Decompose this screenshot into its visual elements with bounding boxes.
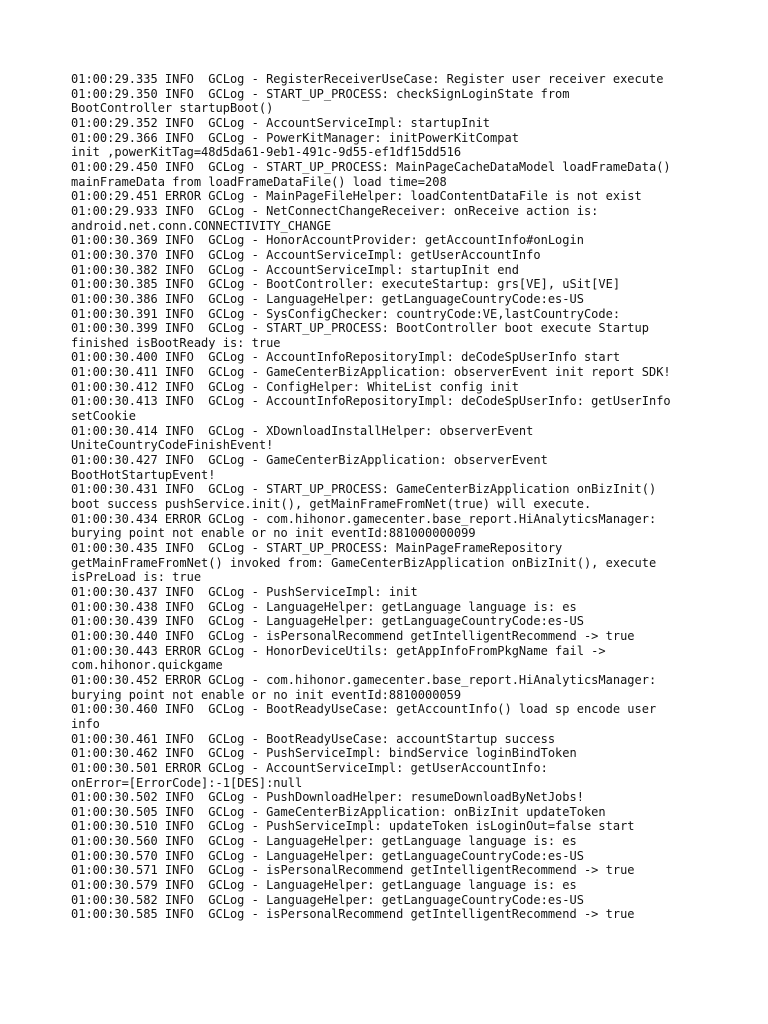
log-line: 01:00:30.560 INFO GCLog - LanguageHelper: getLanguage language is: es [71, 834, 577, 849]
log-line: 01:00:29.933 INFO GCLog - NetConnectChangeReceiver: onReceive action is: [71, 203, 599, 218]
log-line: 01:00:30.443 ERROR GCLog - HonorDeviceUtils: getAppInfoFromPkgName fail -> [71, 643, 606, 658]
log-line: 01:00:29.451 ERROR GCLog - MainPageFileHelper: loadContentDataFile is not exist [71, 189, 642, 204]
log-line: 01:00:29.352 INFO GCLog - AccountServiceImpl: startupInit [71, 115, 491, 130]
log-line: 01:00:30.570 INFO GCLog - LanguageHelper: getLanguageCountryCode:es-US [71, 848, 584, 863]
log-line: 01:00:30.399 INFO GCLog - START_UP_PROCESS: BootController boot execute Startup [71, 321, 649, 336]
log-line: 01:00:30.585 INFO GCLog - isPersonalRecommend getIntelligentRecommend -> true [71, 907, 635, 922]
log-line: 01:00:30.461 INFO GCLog - BootReadyUseCase: accountStartup success [71, 731, 556, 746]
log-line: 01:00:30.414 INFO GCLog - XDownloadInstallHelper: observerEvent [71, 423, 534, 438]
log-line: mainFrameData from loadFrameDataFile() load time=208 [71, 174, 447, 189]
log-line: BootHotStartupEvent! [71, 467, 216, 482]
log-line: 01:00:30.386 INFO GCLog - LanguageHelper: getLanguageCountryCode:es-US [71, 291, 584, 306]
log-line: init ,powerKitTag=48d5da61-9eb1-491c-9d55-ef1df15dd516 [71, 145, 462, 160]
log-line: UniteCountryCodeFinishEvent! [71, 438, 274, 453]
log-line: 01:00:30.440 INFO GCLog - isPersonalRecommend getIntelligentRecommend -> true [71, 628, 635, 643]
log-line: 01:00:30.391 INFO GCLog - SysConfigChecker: countryCode:VE,lastCountryCode: [71, 306, 621, 321]
log-line: 01:00:29.366 INFO GCLog - PowerKitManager: initPowerKitCompat [71, 130, 519, 145]
log-line: info [71, 716, 100, 731]
log-line: 01:00:30.437 INFO GCLog - PushServiceImpl: init [71, 584, 418, 599]
log-line: onError=[ErrorCode]:-1[DES]:null [71, 775, 303, 790]
log-line: 01:00:30.462 INFO GCLog - PushServiceImpl: bindService loginBindToken [71, 746, 577, 761]
log-line: 01:00:30.411 INFO GCLog - GameCenterBizApplication: observerEvent init report SDK! [71, 365, 671, 380]
log-line: android.net.conn.CONNECTIVITY_CHANGE [71, 218, 332, 233]
log-line: 01:00:30.439 INFO GCLog - LanguageHelper: getLanguageCountryCode:es-US [71, 614, 584, 629]
log-line: 01:00:29.335 INFO GCLog - RegisterReceiverUseCase: Register user receiver execute [71, 72, 664, 86]
log-line: 01:00:30.438 INFO GCLog - LanguageHelper: getLanguage language is: es [71, 599, 577, 614]
log-line: com.hihonor.quickgame [71, 658, 223, 673]
log-line: 01:00:30.382 INFO GCLog - AccountServiceImpl: startupInit end [71, 262, 519, 277]
log-line: burying point not enable or no init eventId:8810000059 [71, 687, 462, 702]
log-line: isPreLoad is: true [71, 570, 202, 585]
log-line: setCookie [71, 409, 137, 424]
log-line: burying point not enable or no init eventId:881000000099 [71, 526, 476, 541]
log-line: 01:00:30.427 INFO GCLog - GameCenterBizApplication: observerEvent [71, 453, 548, 468]
log-line: 01:00:30.431 INFO GCLog - START_UP_PROCESS: GameCenterBizApplication onBizInit() [71, 482, 657, 497]
log-line: boot success pushService.init(), getMainFrameFromNet(true) will execute. [71, 497, 592, 512]
log-line: 01:00:30.369 INFO GCLog - HonorAccountProvider: getAccountInfo#onLogin [71, 233, 584, 248]
log-line: 01:00:29.350 INFO GCLog - START_UP_PROCESS: checkSignLoginState from [71, 86, 570, 101]
log-line: 01:00:30.505 INFO GCLog - GameCenterBizApplication: onBizInit updateToken [71, 804, 606, 819]
log-line: 01:00:30.510 INFO GCLog - PushServiceImpl: updateToken isLoginOut=false start [71, 819, 635, 834]
log-line: 01:00:30.452 ERROR GCLog - com.hihonor.gamecenter.base_report.HiAnalyticsManager: [71, 672, 657, 687]
log-line: 01:00:30.400 INFO GCLog - AccountInfoRepositoryImpl: deCodeSpUserInfo start [71, 350, 621, 365]
log-line: 01:00:30.370 INFO GCLog - AccountServiceImpl: getUserAccountInfo [71, 247, 541, 262]
log-line: 01:00:30.501 ERROR GCLog - AccountServiceImpl: getUserAccountInfo: [71, 760, 548, 775]
log-line: 01:00:30.582 INFO GCLog - LanguageHelper: getLanguageCountryCode:es-US [71, 892, 584, 907]
log-line: finished isBootReady is: true [71, 335, 281, 350]
log-document [71, 72, 721, 922]
log-line: 01:00:30.413 INFO GCLog - AccountInfoRepositoryImpl: deCodeSpUserInfo: getUserInfo [71, 394, 671, 409]
log-line: 01:00:30.502 INFO GCLog - PushDownloadHelper: resumeDownloadByNetJobs! [71, 790, 584, 805]
log-line: 01:00:30.579 INFO GCLog - LanguageHelper: getLanguage language is: es [71, 878, 577, 893]
log-line: getMainFrameFromNet() invoked from: GameCenterBizApplication onBizInit(), execute [71, 555, 657, 570]
log-line: 01:00:29.450 INFO GCLog - START_UP_PROCESS: MainPageCacheDataModel loadFrameData() [71, 159, 671, 174]
log-line: 01:00:30.571 INFO GCLog - isPersonalRecommend getIntelligentRecommend -> true [71, 863, 635, 878]
log-line: 01:00:30.385 INFO GCLog - BootController: executeStartup: grs[VE], uSit[VE] [71, 277, 621, 292]
log-line: 01:00:30.460 INFO GCLog - BootReadyUseCase: getAccountInfo() load sp encode user [71, 702, 657, 717]
log-line: BootController startupBoot() [71, 101, 274, 116]
log-line: 01:00:30.412 INFO GCLog - ConfigHelper: WhiteList config init [71, 379, 519, 394]
log-line: 01:00:30.434 ERROR GCLog - com.hihonor.gamecenter.base_report.HiAnalyticsManager: [71, 511, 657, 526]
log-line: 01:00:30.435 INFO GCLog - START_UP_PROCESS: MainPageFrameRepository [71, 541, 563, 555]
